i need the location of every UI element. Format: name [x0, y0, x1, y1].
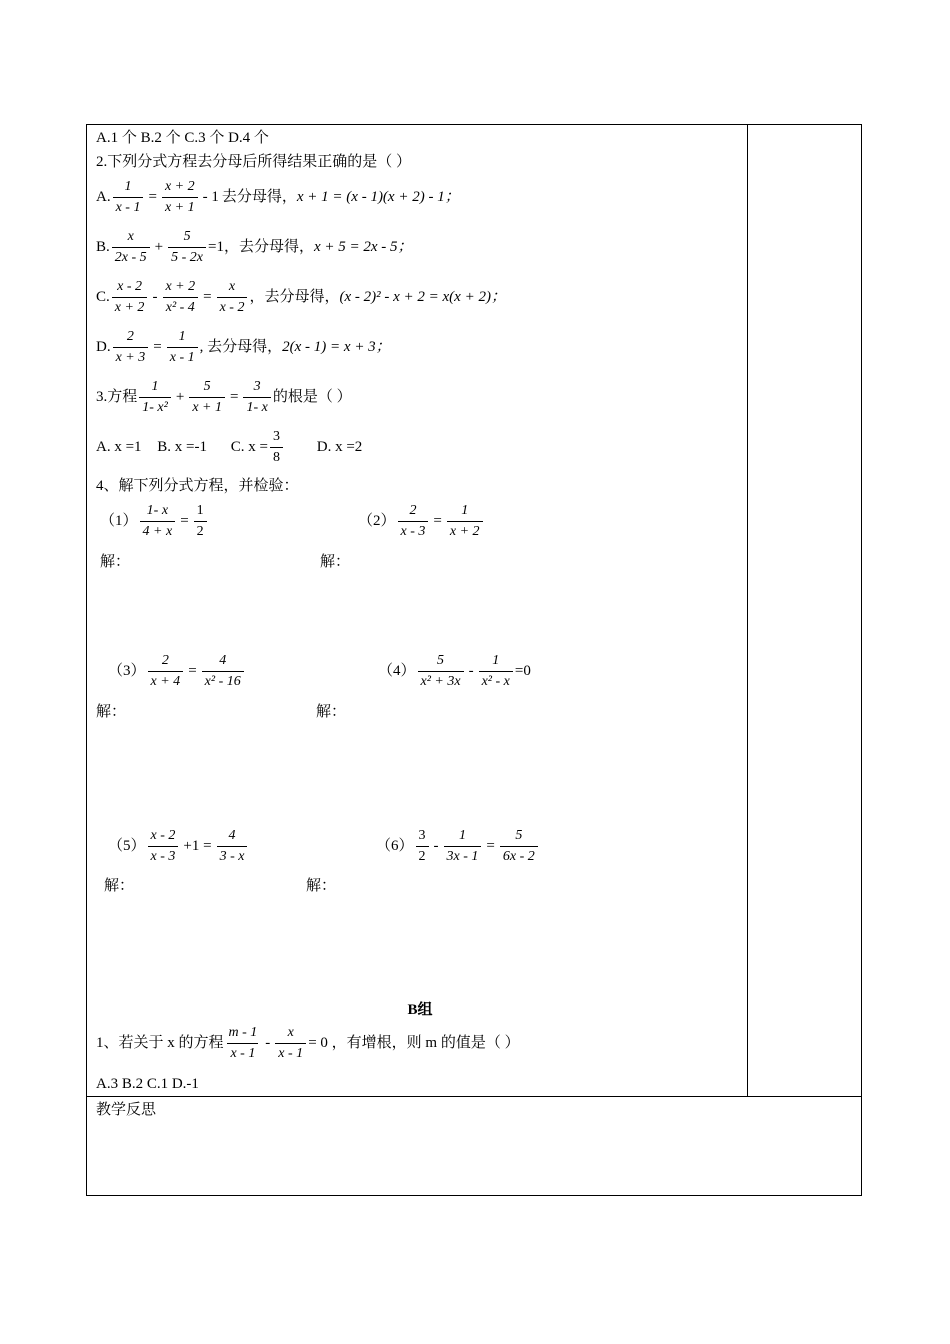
fraction: [447, 502, 483, 541]
denominator: x + 2: [447, 521, 483, 541]
reflection-label: 教学反思: [96, 1102, 157, 1118]
q3-stem: [96, 378, 352, 417]
denominator: x + 3: [113, 347, 149, 367]
column-divider: [747, 124, 748, 1096]
fraction: [194, 502, 207, 541]
denominator: x + 1: [189, 397, 225, 417]
numerator: 2: [409, 503, 417, 518]
numerator: 4: [219, 653, 227, 668]
label: （6）: [376, 837, 414, 854]
denominator: 1- x: [243, 397, 270, 417]
label: （3）: [108, 662, 146, 679]
fraction: [113, 328, 149, 367]
operator: -: [433, 837, 439, 854]
fraction: [416, 827, 429, 866]
fraction: [139, 378, 171, 417]
q4-problem-5: [108, 827, 249, 866]
numerator: 1: [178, 329, 186, 344]
q4-problem-6: [376, 827, 540, 866]
operator: =: [188, 662, 197, 679]
numerator: x: [228, 279, 236, 294]
fraction: [398, 502, 429, 541]
denominator: 2x - 5: [112, 247, 150, 267]
option-d: D. x =2: [316, 438, 363, 455]
q1-options: A.1 个 B.2 个 C.3 个 D.4 个: [96, 130, 269, 146]
fraction: [168, 228, 206, 267]
operator: -: [265, 1034, 271, 1051]
operator: +: [175, 388, 185, 405]
numerator: m - 1: [228, 1025, 258, 1040]
label: B.: [96, 238, 110, 255]
solve-label-1: 解：: [100, 554, 131, 570]
fraction: [275, 1024, 306, 1063]
denominator: x - 1: [113, 197, 144, 217]
numerator: 1: [151, 379, 159, 394]
numerator: 2: [161, 653, 169, 668]
q4-problem-3: [108, 652, 246, 691]
denominator: 2: [416, 846, 429, 866]
q2-option-a: [96, 178, 460, 217]
fraction: [444, 827, 482, 866]
text: 去分母得，: [221, 188, 297, 205]
row-divider: [86, 1096, 862, 1097]
numerator: x + 2: [164, 179, 195, 194]
q2-stem: 2.下列分式方程去分母后所得结果正确的是（ ）: [96, 154, 412, 170]
denominator: 2: [194, 521, 207, 541]
label: （4）: [378, 662, 416, 679]
numerator: x - 2: [150, 828, 176, 843]
denominator: x² - 4: [163, 297, 198, 317]
text: ，去分母得，: [249, 288, 340, 305]
denominator: x + 2: [112, 297, 148, 317]
fraction: [217, 827, 248, 866]
denominator: x - 1: [227, 1043, 258, 1063]
q4-problem-2: [358, 502, 485, 541]
q4-problem-4: [378, 652, 531, 691]
numerator: 1: [458, 828, 466, 843]
numerator: x + 2: [165, 279, 196, 294]
option-a: A. x =1: [96, 438, 142, 455]
numerator: 3: [272, 429, 280, 444]
numerator: 3: [418, 828, 426, 843]
fraction: [148, 652, 184, 691]
fraction: [226, 1024, 261, 1063]
solve-label-2: 解：: [320, 554, 351, 570]
operator: =: [148, 188, 157, 205]
fraction: [113, 178, 144, 217]
group-b-q1: [96, 1024, 520, 1063]
q2-option-d: [96, 328, 391, 367]
numerator: x: [287, 1025, 294, 1040]
label: （2）: [358, 512, 396, 529]
option-c: C. x =: [230, 438, 268, 455]
solve-label-5: 解：: [104, 878, 135, 894]
denominator: 4 + x: [140, 521, 176, 541]
fraction: [112, 278, 148, 317]
numerator: 5: [437, 653, 445, 668]
denominator: x² - 16: [202, 671, 244, 691]
label: C.: [96, 288, 110, 305]
text: 1、若关于 x 的方程: [96, 1034, 224, 1051]
numerator: 3: [253, 379, 261, 394]
fraction: [140, 502, 176, 541]
solve-label-4: 解：: [316, 704, 347, 720]
operator: =: [486, 837, 495, 854]
result: (x - 2)² - x + 2 = x(x + 2)；: [339, 288, 506, 305]
fraction: [217, 278, 248, 317]
fraction: [162, 278, 198, 317]
fraction: [500, 827, 538, 866]
denominator: x - 1: [275, 1043, 306, 1063]
option-b: B. x =-1: [157, 438, 208, 455]
fraction: [189, 378, 225, 417]
q4-stem: 4、解下列分式方程，并检验：: [96, 478, 299, 494]
numerator: 1: [196, 503, 204, 518]
label: D.: [96, 338, 111, 355]
fraction: [202, 652, 244, 691]
text: 去分母得，: [238, 238, 314, 255]
denominator: 1- x²: [139, 397, 171, 417]
fraction: [148, 827, 179, 866]
fraction: [479, 652, 513, 691]
denominator: x + 4: [148, 671, 184, 691]
operator: -: [152, 288, 158, 305]
numerator: 1: [492, 653, 500, 668]
fraction: [418, 652, 464, 691]
q2-option-b: [96, 228, 413, 267]
fraction: [162, 178, 198, 217]
text: 的根是（ ）: [272, 388, 352, 405]
denominator: x² - x: [479, 671, 513, 691]
label: 3.方程: [96, 388, 138, 405]
operator: =: [153, 338, 162, 355]
numerator: 5: [183, 229, 191, 244]
group-b-q1-options: A.3 B.2 C.1 D.-1: [96, 1076, 199, 1092]
fraction: [112, 228, 150, 267]
denominator: 3x - 1: [444, 846, 482, 866]
denominator: x - 3: [148, 846, 179, 866]
operator: =: [433, 512, 442, 529]
result: 2(x - 1) = x + 3；: [282, 338, 391, 355]
operator: - 1: [202, 188, 219, 205]
denominator: 8: [270, 447, 283, 467]
result: x + 1 = (x - 1)(x + 2) - 1；: [296, 188, 460, 205]
numerator: 1: [124, 179, 132, 194]
denominator: x - 3: [398, 521, 429, 541]
denominator: x + 1: [162, 197, 198, 217]
rhs: =1，: [208, 238, 239, 255]
label: A.: [96, 188, 111, 205]
label: （5）: [108, 837, 146, 854]
q2-option-c: [96, 278, 506, 317]
operator: -: [468, 662, 474, 679]
operator: =: [180, 512, 189, 529]
text: = 0 ，有增根，则 m 的值是（ ）: [308, 1034, 520, 1051]
numerator: x: [127, 229, 134, 244]
denominator: x - 1: [167, 347, 198, 367]
q4-problem-1: [100, 502, 209, 541]
numerator: 4: [228, 828, 236, 843]
q3-options: [96, 428, 362, 467]
numerator: 5: [203, 379, 211, 394]
denominator: 6x - 2: [500, 846, 538, 866]
fraction: [167, 328, 198, 367]
numerator: x - 2: [117, 279, 143, 294]
numerator: 2: [126, 329, 134, 344]
label: （1）: [100, 512, 138, 529]
result: x + 5 = 2x - 5；: [314, 238, 413, 255]
numerator: 1- x: [146, 503, 169, 518]
solve-label-3: 解：: [96, 704, 127, 720]
denominator: 5 - 2x: [168, 247, 206, 267]
group-b-title: B组: [407, 1002, 433, 1018]
fraction: [243, 378, 270, 417]
text: , 去分母得，: [199, 338, 283, 355]
operator: +: [154, 238, 164, 255]
rhs: =0: [514, 662, 531, 679]
numerator: 1: [461, 503, 469, 518]
solve-label-6: 解：: [306, 878, 337, 894]
numerator: 5: [515, 828, 523, 843]
denominator: x² + 3x: [418, 671, 464, 691]
operator: +1 =: [183, 837, 212, 854]
operator: =: [229, 388, 239, 405]
operator: =: [203, 288, 212, 305]
denominator: 3 - x: [217, 846, 248, 866]
fraction: [270, 428, 283, 467]
denominator: x - 2: [217, 297, 248, 317]
